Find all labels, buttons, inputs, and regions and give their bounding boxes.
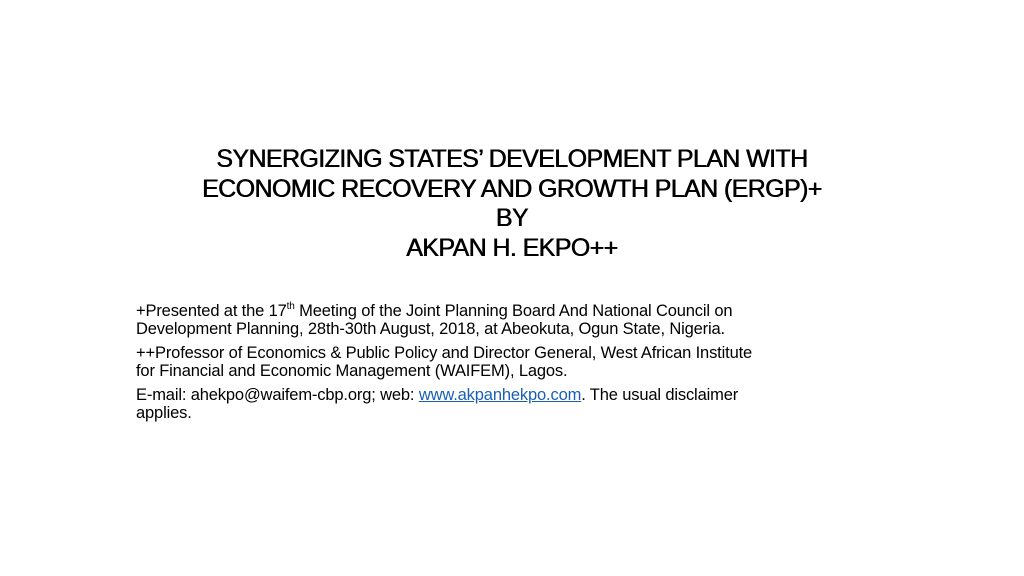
title-line-2: ECONOMIC RECOVERY AND GROWTH PLAN (ERGP)+: [202, 174, 822, 203]
professor-note: [136, 345, 886, 380]
title-line-author: AKPAN H. EKPO++: [406, 233, 618, 262]
ordinal-superscript: th: [286, 300, 295, 312]
title-line-1: SYNERGIZING STATES’ DEVELOPMENT PLAN WITH: [216, 145, 808, 173]
contact-email-text: E-mail: ahekpo@waifem-cbp.org; web:: [136, 386, 419, 404]
title-line-by: BY: [495, 204, 529, 232]
slide-title: [128, 145, 896, 263]
contact-note-line-2: applies.: [136, 403, 192, 422]
presented-note: [136, 300, 886, 338]
presented-note-line-2: Development Planning, 28th-30th August, 2018, at Abeokuta, Ogun State, Nigeria.: [136, 319, 725, 338]
slide-footnotes: [136, 300, 886, 429]
disclaimer-text: . The usual disclaimer: [581, 386, 739, 404]
professor-note-line-2: for Financial and Economic Management (WAIFEM), Lagos.: [136, 361, 568, 380]
professor-note-line-1: ++Professor of Economics & Public Policy and Director General, West African Institute: [136, 344, 753, 362]
presented-note-text-start: +Presented at the 17: [136, 302, 287, 320]
contact-note-line-1: [136, 387, 886, 405]
presented-note-line-1: [136, 300, 886, 321]
presented-note-text-end: Meeting of the Joint Planning Board And National Council on: [294, 302, 733, 320]
contact-note: [136, 387, 886, 422]
website-link[interactable]: www.akpanhekpo.com: [418, 386, 582, 404]
